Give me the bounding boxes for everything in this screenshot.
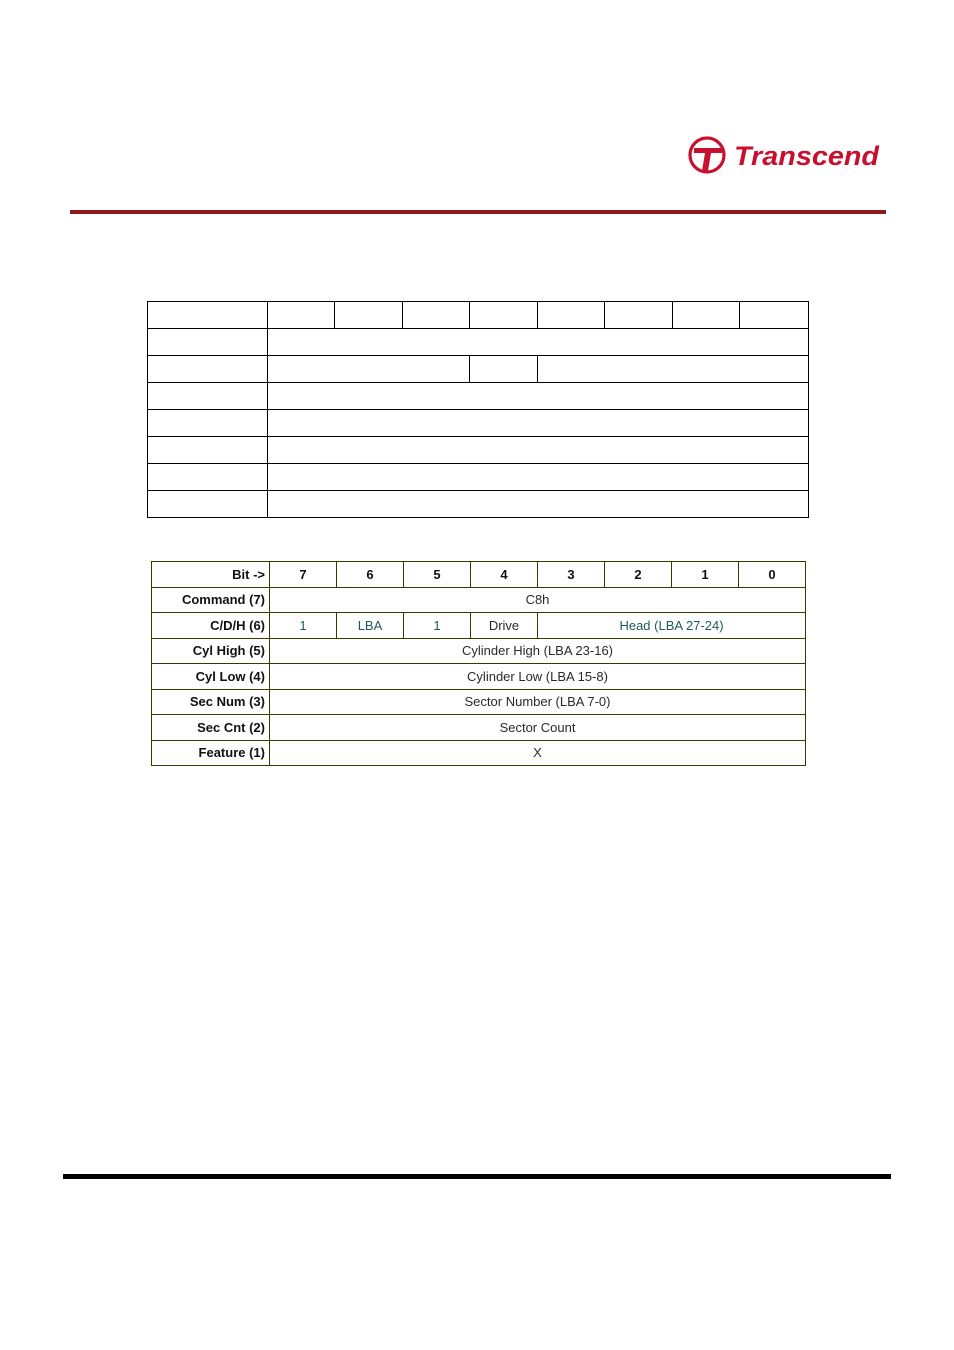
register-value: Cylinder High (LBA 23-16) [270,638,806,664]
register-value: Sector Count [270,715,806,741]
bit-header-row [152,562,806,588]
bit-6-header: 6 [337,562,404,588]
logo-wordmark: Transcend [734,141,880,171]
empty-row [148,383,809,410]
transcend-logo-icon [686,134,886,178]
empty-cell [403,302,470,329]
empty-cell [148,437,268,464]
register-value: X [270,740,806,766]
bit-6-value: LBA [337,613,404,639]
register-label: Feature (1) [152,740,270,766]
empty-cell [605,302,673,329]
sec-num-row [152,689,806,715]
cyl-high-row [152,638,806,664]
empty-register-table [147,301,809,518]
register-value: Cylinder Low (LBA 15-8) [270,664,806,690]
command-row [152,587,806,613]
empty-row [148,410,809,437]
empty-cell [268,464,809,491]
empty-row [148,437,809,464]
empty-cell [673,302,740,329]
bit-5-header: 5 [404,562,471,588]
sec-cnt-row [152,715,806,741]
bit-3-header: 3 [538,562,605,588]
empty-cell [268,437,809,464]
empty-cell [268,356,470,383]
empty-cell [740,302,809,329]
cyl-low-row [152,664,806,690]
bit-7-value: 1 [270,613,337,639]
bit-7-header: 7 [270,562,337,588]
bit-5-value: 1 [404,613,471,639]
bit-1-header: 1 [672,562,739,588]
empty-cell [268,410,809,437]
empty-cell [148,491,268,518]
empty-cell [470,302,538,329]
register-value: Sector Number (LBA 7-0) [270,689,806,715]
empty-cell [268,329,809,356]
bit-4-header: 4 [471,562,538,588]
header-rule [70,210,886,214]
register-label: Sec Num (3) [152,689,270,715]
empty-cell [268,383,809,410]
empty-cell [470,356,538,383]
bit-4-value: Drive [471,613,538,639]
empty-cell [268,491,809,518]
bit-2-header: 2 [605,562,672,588]
command-register-table [151,561,806,766]
empty-row [148,329,809,356]
cdh-row [152,613,806,639]
empty-cell [268,302,335,329]
bit-0-header: 0 [739,562,806,588]
register-label: Sec Cnt (2) [152,715,270,741]
empty-row [148,302,809,329]
register-label: C/D/H (6) [152,613,270,639]
empty-cell [148,356,268,383]
transcend-logo [686,134,886,178]
register-label: Cyl Low (4) [152,664,270,690]
empty-row [148,464,809,491]
feature-row [152,740,806,766]
empty-cell [148,329,268,356]
empty-cell [148,410,268,437]
register-label: Cyl High (5) [152,638,270,664]
footer-rule [63,1174,891,1179]
empty-cell [538,356,809,383]
empty-cell [148,383,268,410]
empty-cell [538,302,605,329]
empty-cell [335,302,403,329]
register-value: C8h [270,587,806,613]
register-label: Command (7) [152,587,270,613]
empty-row [148,356,809,383]
head-value: Head (LBA 27-24) [538,613,806,639]
empty-row [148,491,809,518]
empty-cell [148,464,268,491]
empty-cell [148,302,268,329]
bit-header-label: Bit -> [152,562,270,588]
